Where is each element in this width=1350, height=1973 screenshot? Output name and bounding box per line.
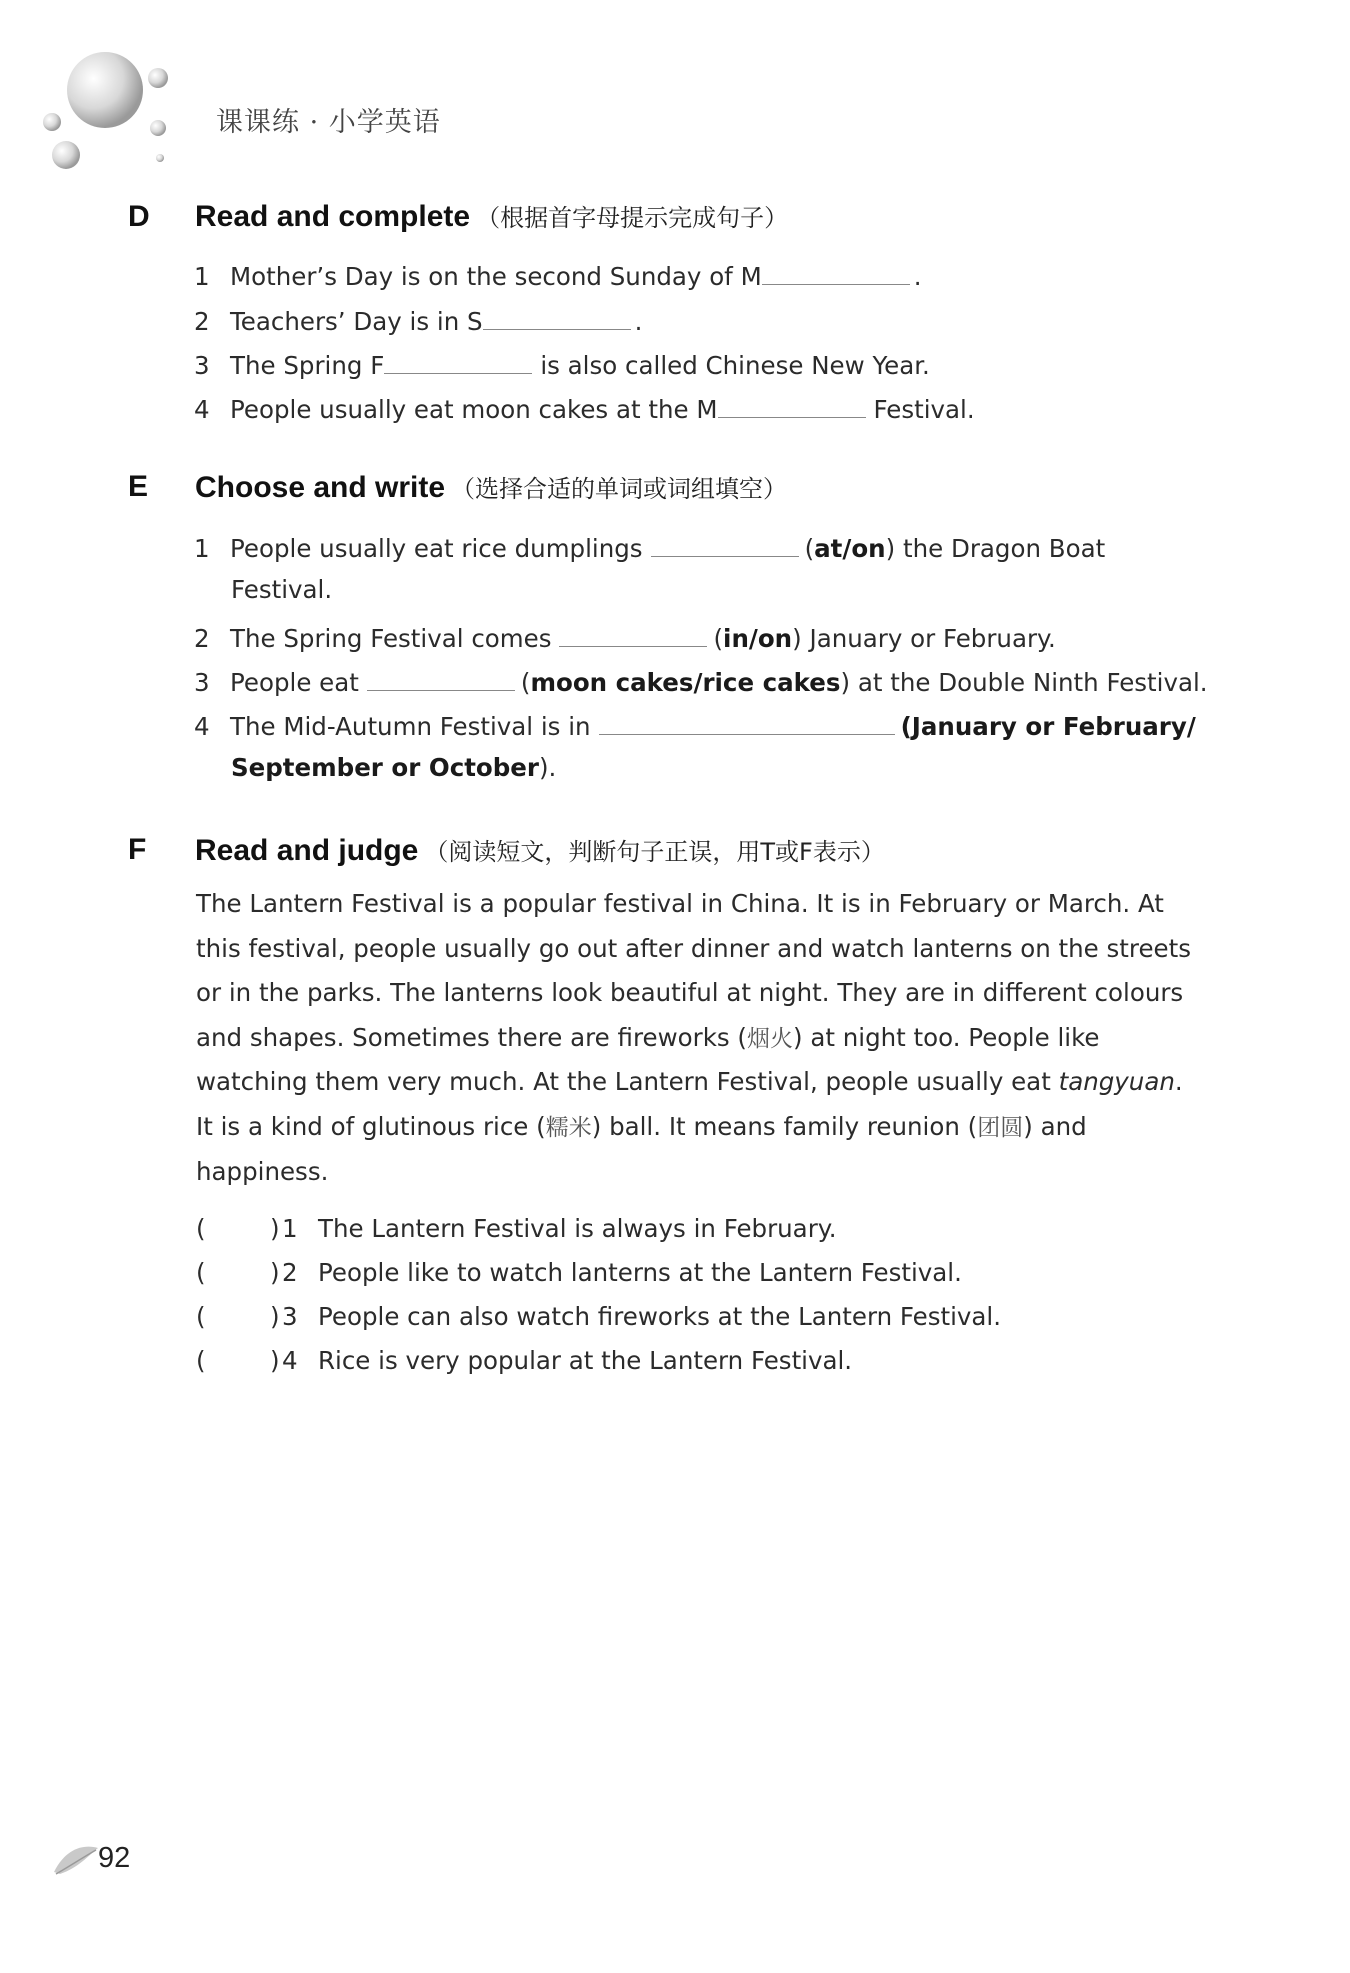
italic-term: tangyuan [1058,1067,1175,1097]
section-d-letter: D [128,200,150,233]
answer-paren[interactable]: ( [196,1258,206,1287]
choice-options: in/on [723,624,793,653]
item-text: The Spring Festival comes [230,624,552,653]
passage-line: happiness. [196,1156,329,1186]
item-text: People can also watch fireworks at the Lantern Festival. [318,1302,1002,1331]
leaf-icon [52,1838,102,1878]
page-number: 92 [98,1842,131,1874]
passage-text: and shapes. Sometimes there are fireworks ( [196,1022,747,1052]
item-number: 1 [194,262,210,291]
item-number: 3 [194,351,210,380]
item-number: 4 [194,395,210,424]
judge-item-2: ( )2 People like to watch lanterns at the Lantern Festival. [196,1258,962,1287]
answer-paren[interactable]: ( [196,1346,206,1375]
d-item-4 [194,391,975,424]
item-text: The Spring F [230,351,385,380]
item-text-end: Festival. [873,395,975,424]
passage-text: . [1174,1067,1183,1097]
item-number: 4 [282,1346,298,1375]
item-text-end: January or February. [809,624,1056,653]
e-item-4-continued [231,753,556,782]
answer-blank[interactable] [762,258,910,285]
item-text: The Lantern Festival is always in February. [318,1214,837,1243]
item-text-end: at the Double Ninth Festival. [857,668,1208,697]
item-text: The Mid-Autumn Festival is in [230,712,591,741]
answer-blank[interactable] [384,347,532,374]
item-text: People usually eat rice dumplings [230,534,643,563]
section-f-subtitle: （阅读短文，判断句子正误，用T或F表示） [424,838,885,866]
passage-text: ) and [1023,1111,1087,1141]
e-item-1-continued: Festival. [231,575,333,604]
item-text: Teachers’ Day is in S [230,307,483,336]
item-text: Mother’s Day is on the second Sunday of M [230,262,762,291]
passage-text: ) ball. It means family reunion ( [591,1111,978,1141]
judge-item-3: ( )3 People can also watch fireworks at the Lantern Festival. [196,1302,1002,1331]
chinese-gloss: 烟火 [747,1025,793,1052]
judge-item-1: ( )1 The Lantern Festival is always in February. [196,1214,837,1243]
section-d-subtitle: （根据首字母提示完成句子） [476,204,789,232]
answer-blank[interactable] [599,708,895,735]
item-number: 4 [194,712,210,741]
answer-blank[interactable] [367,664,515,691]
item-text: People like to watch lanterns at the Lantern Festival. [318,1258,962,1287]
section-e-title: Choose and write [195,471,446,504]
passage-line: or in the parks. The lanterns look beautiful at night. They are in different colours [196,978,1184,1008]
answer-paren[interactable]: ( [196,1214,206,1243]
passage-text: watching them very much. At the Lantern Festival, people usually eat [196,1067,1059,1097]
choice-options: at/on [814,534,886,563]
section-d-title: Read and complete [195,200,471,233]
item-number: 1 [282,1214,298,1243]
answer-blank[interactable] [559,620,707,647]
book-title: 课课练 · 小学英语 [216,107,441,138]
item-text-end: is also called Chinese New Year. [540,351,930,380]
item-text: People eat [230,668,359,697]
passage-text: It is a kind of glutinous rice ( [196,1111,546,1141]
item-number: 2 [282,1258,298,1287]
answer-blank[interactable] [651,530,799,557]
e-item-4: 4 The Mid-Autumn Festival is in (January or February/ [194,708,1196,741]
answer-blank[interactable] [718,391,866,418]
e-item-3: 3 People eat (moon cakes/rice cakes) at the Double Ninth Festival. [194,664,1208,697]
section-f-heading [195,832,885,868]
choice-options-continued: September or October [231,753,539,782]
item-number: 2 [194,624,210,653]
passage-line [196,1060,1186,1105]
choice-options: moon cakes/rice cakes [530,668,841,697]
section-e-heading [195,469,787,505]
item-number: 3 [282,1302,298,1331]
item-text-end: . [913,262,922,291]
answer-paren[interactable]: ( [196,1302,206,1331]
section-f-letter: F [128,833,147,866]
item-text-end: the Dragon Boat [902,534,1106,563]
item-number: 3 [194,668,210,697]
d-item-1 [194,258,922,291]
item-number: 1 [194,534,210,563]
item-text: People usually eat moon cakes at the M [230,395,718,424]
section-d-heading [195,198,788,234]
item-text-end: ). [539,753,557,782]
passage-line: The Lantern Festival is a popular festival in China. It is in February or March. At [196,889,1164,918]
choice-options: January or February/ [911,712,1196,741]
item-text: Rice is very popular at the Lantern Festival. [318,1346,853,1375]
section-e-letter: E [128,470,149,503]
section-e-subtitle: （选择合适的单词或词组填空） [451,475,788,503]
passage-line [196,1105,1186,1150]
e-item-2: 2 The Spring Festival comes (in/on) January or February. [194,620,1056,653]
passage-line: this festival, people usually go out after dinner and watch lanterns on the streets [196,933,1191,963]
chinese-gloss: 团圆 [977,1114,1024,1141]
bubbles-decoration [30,40,190,180]
passage-line [196,1016,1186,1061]
reading-passage [196,882,1191,1194]
e-item-1: 1 People usually eat rice dumplings (at/on) the Dragon Boat [194,530,1105,563]
section-f-title: Read and judge [195,834,419,867]
passage-text: ) at night too. People like [793,1022,1100,1052]
d-item-3 [194,347,930,380]
d-item-2 [194,303,642,336]
item-number: 2 [194,307,210,336]
item-text-end: . [634,307,643,336]
answer-blank[interactable] [483,303,631,330]
judge-item-4: ( )4 Rice is very popular at the Lantern Festival. [196,1346,853,1375]
chinese-gloss: 糯米 [545,1114,592,1141]
